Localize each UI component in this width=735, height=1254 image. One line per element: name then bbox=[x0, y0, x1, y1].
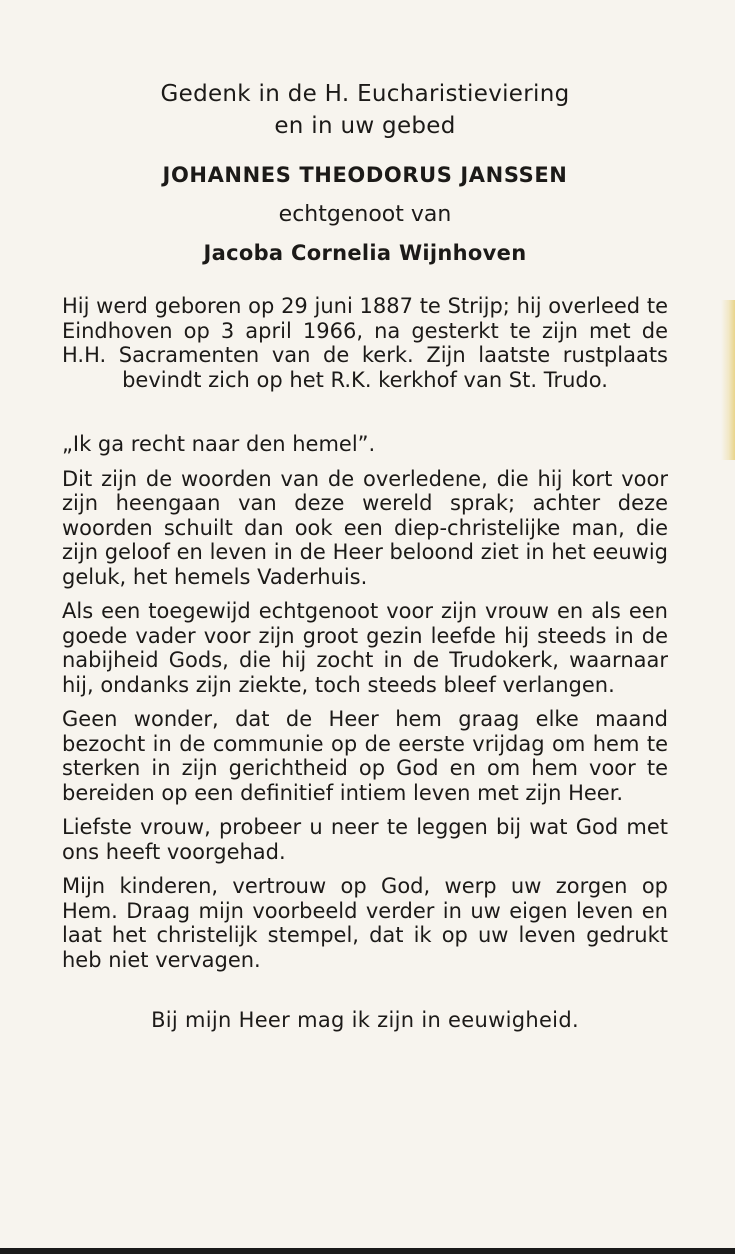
paragraph-communion: Geen wonder, dat de Heer hem graag elke maand bezocht in de communie op de eerste vrijdag om hem te sterken in zijn gerichtheid op God en om hem voor te bereiden op een definitief intiem leven met zijn Heer. bbox=[62, 707, 668, 805]
paragraph-wife: Liefste vrouw, probeer u neer te leggen bij wat God met ons heeft voorgehad. bbox=[62, 815, 668, 864]
intro-line-1: Gedenk in de H. Eucharistieviering bbox=[160, 81, 570, 107]
closing-line: Bij mijn Heer mag ik zijn in eeuwigheid. bbox=[151, 1008, 579, 1032]
spouse-label: echtgenoot van bbox=[278, 202, 452, 227]
spouse-name: Jacoba Cornelia Wijnhoven bbox=[203, 241, 527, 265]
card-bottom-edge bbox=[0, 1248, 735, 1254]
paragraph-children: Mijn kinderen, vertrouw op God, werp uw zorgen op Hem. Draag mijn voorbeeld verder in uw eigen leven en laat het christelijk stempel, dat ik op uw leven gedrukt heb niet vervagen. bbox=[62, 874, 668, 972]
deceased-name: JOHANNES THEODORUS JANSSEN bbox=[162, 163, 568, 187]
quote-paragraph: „Ik ga recht naar den hemel”. bbox=[62, 432, 376, 456]
paragraph-words: Dit zijn de woorden van de overledene, die hij kort voor zijn heengaan van deze wereld sprak; achter deze woorden schuilt dan ook een diep-christelijke man, die zijn geloof en leven in de Heer beloond ziet in het eeuwig geluk, het hemels Vaderhuis. bbox=[62, 466, 668, 589]
biography: Hij werd geboren op 29 juni 1887 te Strijp; hij overleed te Eindhoven op 3 april 1966, na gesterkt te zijn met de H.H. Sacramenten van de kerk. Zijn laatste rustplaats bevindt zich op het R.K. kerkhof van St. Trudo. bbox=[62, 294, 668, 392]
paragraph-husband-father: Als een toegewijd echtgenoot voor zijn vrouw en als een goede vader voor zijn groot gezin leefde hij steeds in de nabijheid Gods, die hij zocht in de Trudokerk, waarnaar hij, ondanks zijn ziekte, toch steeds bleef verlangen. bbox=[62, 599, 668, 697]
intro-line-2: en in uw gebed bbox=[274, 113, 456, 139]
paper-stain bbox=[721, 300, 735, 460]
card-content bbox=[62, 78, 668, 1032]
